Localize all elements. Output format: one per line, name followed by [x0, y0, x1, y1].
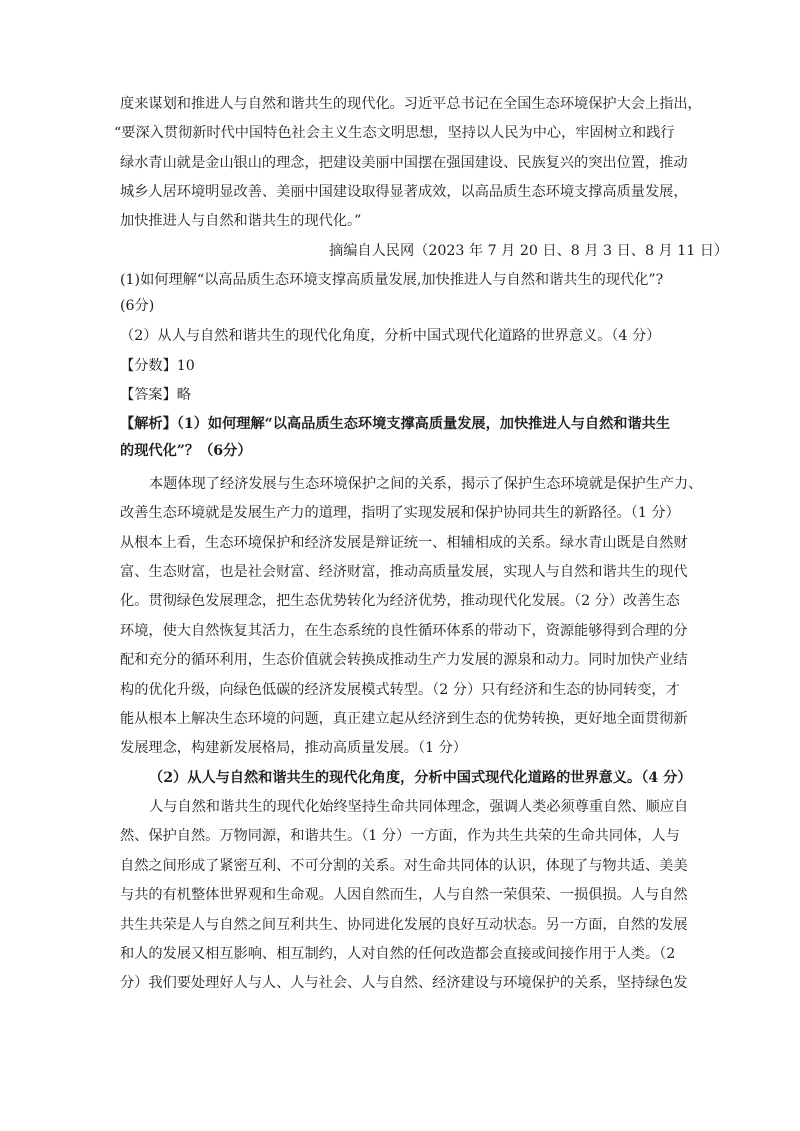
analysis-paragraph-line: 然、保护自然。万物同源，和谐共生。（1 分）一方面，作为共生共荣的生命共同体，人与 [120, 828, 680, 844]
analysis-paragraph-line: 和人的发展又相互影响、相互制约，人对自然的任何改造都会直接或间接作用于人类。（2 [120, 946, 676, 962]
analysis-paragraph-line: 富、生态财富，也是社会财富、经济财富，推动高质量发展，实现人与自然和谐共生的现代 [120, 564, 688, 580]
source-citation: 摘编自人民网（2023 年 7 月 20 日、8 月 3 日、8 月 11 日） [329, 243, 729, 259]
analysis-q2-heading: （2）从人与自然和谐共生的现代化角度，分析中国式现代化道路的世界意义。（4 分） [149, 770, 692, 786]
analysis-paragraph-line: 分）我们要处理好人与人、人与社会、人与自然、经济建设与环境保护的关系，坚持绿色发 [120, 975, 688, 991]
analysis-paragraph-line: 能从根本上解决生态环境的问题，真正建立起从经济到生态的优势转换，更好地全面贯彻新 [120, 711, 688, 727]
question-1-points: (6分) [120, 298, 155, 314]
question-2: （2）从人与自然和谐共生的现代化角度，分析中国式现代化道路的世界意义。（4 分） [120, 328, 661, 344]
answer-label: 【答案】略 [120, 387, 191, 403]
passage-line: 度来谋划和推进人与自然和谐共生的现代化。习近平总书记在全国生态环境保护大会上指出， [120, 96, 702, 112]
analysis-heading: 【解析】（1）如何理解“以高品质生态环境支撑高质量发展，加快推进人与自然和谐共生 [120, 416, 671, 432]
analysis-paragraph-line: 环境，使大自然恢复其活力，在生态系统的良性循环体系的带动下，资源能够得到合理的分 [120, 623, 688, 639]
analysis-heading: 的现代化”？（6分） [120, 443, 252, 459]
analysis-paragraph-line: 从根本上看，生态环境保护和经济发展是辩证统一、相辅相成的关系。绿水青山既是自然财 [120, 535, 688, 551]
analysis-paragraph-line: 发展理念，构建新发展格局，推动高质量发展。（1 分） [120, 740, 467, 756]
score-label: 【分数】10 [120, 358, 195, 374]
passage-line: 城乡人居环境明显改善、美丽中国建设取得显著成效，以高品质生态环境支撑高质量发展， [120, 184, 688, 200]
analysis-paragraph-line: 配和充分的循环利用，生态价值就会转换成推动生产力发展的源泉和动力。同时加快产业结 [120, 652, 688, 668]
question-1: (1)如何理解“以高品质生态环境支撑高质量发展,加快推进人与自然和谐共生的现代化”? [120, 272, 664, 288]
passage-line: 加快推进人与自然和谐共生的现代化。” [120, 213, 362, 229]
analysis-paragraph-line: 人与自然和谐共生的现代化始终坚持生命共同体理念，强调人类必须尊重自然、顺应自 [149, 799, 689, 815]
analysis-paragraph-line: 构的优化升级，向绿色低碳的经济发展模式转型。（2 分）只有经济和生态的协同转变，才 [120, 682, 680, 698]
analysis-paragraph-line: 共生共荣是人与自然之间互利共生、协同进化发展的良好互动状态。另一方面，自然的发展 [120, 917, 688, 933]
analysis-paragraph-line: 本题体现了经济发展与生态环境保护之间的关系，揭示了保护生态环境就是保护生产力、 [149, 476, 703, 492]
analysis-paragraph-line: 自然之间形成了紧密互利、不可分割的关系。对生命共同体的认识，体现了与物共适、美美 [120, 858, 688, 874]
analysis-paragraph-line: 与共的有机整体世界观和生命观。人因自然而生，人与自然一荣俱荣、一损俱损。人与自然 [120, 887, 688, 903]
analysis-paragraph-line: 改善生态环境就是发展生产力的道理，指明了实现发展和保护协同共生的新路径。（1 分） [120, 505, 680, 521]
passage-line: “要深入贯彻新时代中国特色社会主义生态文明思想，坚持以人民为中心，牢固树立和践行 [114, 125, 675, 141]
passage-line: 绿水青山就是金山银山的理念，把建设美丽中国摆在强国建设、民族复兴的突出位置，推动 [120, 155, 688, 171]
analysis-paragraph-line: 化。贯彻绿色发展理念，把生态优势转化为经济优势，推动现代化发展。（2 分）改善生态 [120, 593, 680, 609]
